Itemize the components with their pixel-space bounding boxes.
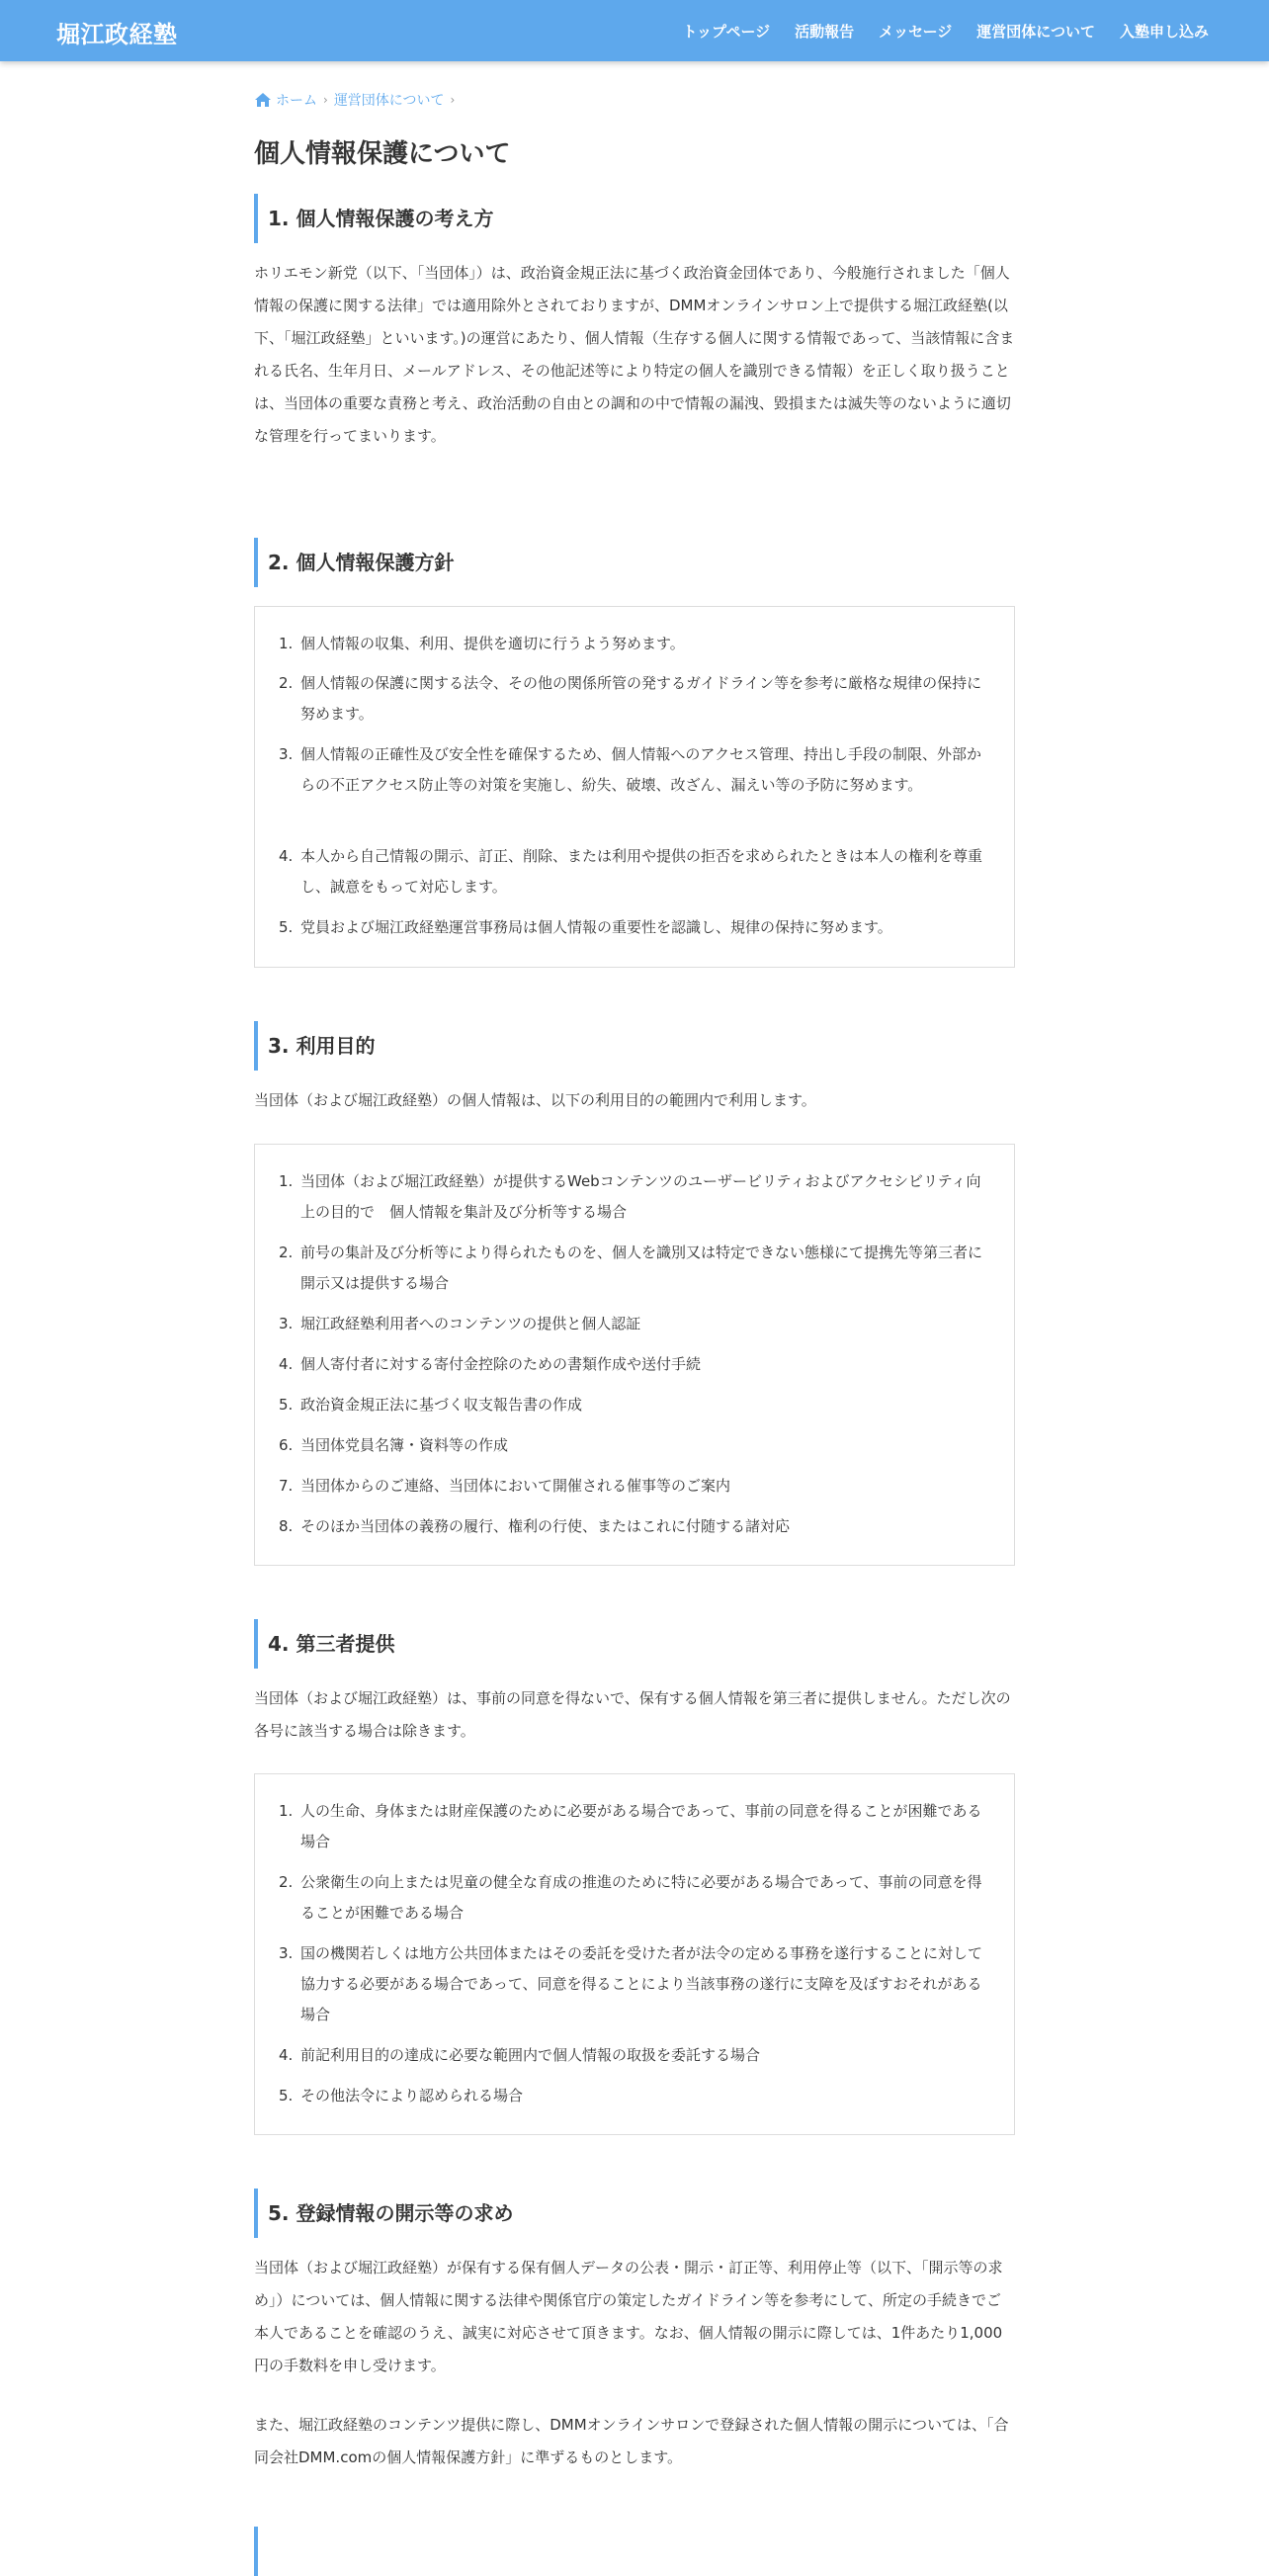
section-1-paragraph: ホリエモン新党（以下、「当団体」）は、政治資金規正法に基づく政治資金団体であり、今般施行されました「個人情報の保護に関する法律」では適用除外とされておりますが、DMMオンラインサロン上で提供する堀江政経塾(以下、「堀江政経塾」といいます。)の運営にあたり、個人情報（生存する個人に関する情報であって、当該情報に含まれる氏名、生年月日、メールアドレス、その他記述等により特定の個人を識別できる情報）を正しく取り扱うことは、当団体の重要な責務と考え、政治活動の自由との調和の中で情報の漏洩、毀損または滅失等のないように適切な管理を行ってまいります。	[254, 264, 1015, 445]
section-heading-4: 4. 第三者提供	[254, 1619, 1015, 1669]
list-item: 1. 当団体（および堀江政経塾）が提供するWebコンテンツのユーザービリティおよびアクセシビリティ向上の目的で 個人情報を集計及び分析等する場合	[279, 1172, 981, 1221]
nav-message[interactable]: メッセージ	[879, 23, 953, 41]
section-heading-2: 2. 個人情報保護方針	[254, 538, 1015, 587]
nav-top[interactable]: トップページ	[682, 23, 771, 41]
policy-list-box	[254, 606, 1015, 968]
list-item: 3. 個人情報の正確性及び安全性を確保するため、個人情報へのアクセス管理、持出し手段の制限、外部からの不正アクセス防止等の対策を実施し、紛失、破壊、改ざん、漏えい等の予防に努めます。	[279, 745, 981, 794]
breadcrumb-current-link[interactable]: 運営団体について	[333, 93, 445, 109]
list-item: 3. 堀江政経塾利用者へのコンテンツの提供と個人認証	[279, 1315, 641, 1332]
list-item: 1. 個人情報の収集、利用、提供を適切に行うよう努めます。	[279, 635, 685, 652]
list-item: 7. 当団体からのご連絡、当団体において開催される催事等のご案内	[279, 1477, 731, 1495]
home-icon	[254, 92, 272, 108]
section-5-paragraph-2: また、堀江政経塾のコンテンツ提供に際し、DMMオンラインサロンで登録された個人情報の開示については、「合同会社DMM.comの個人情報保護方針」に準ずるものとします。	[254, 2416, 1009, 2466]
breadcrumb	[254, 90, 461, 110]
list-item: 5. その他法令により認められる場合	[279, 2087, 524, 2104]
nav-apply[interactable]: 入塾申し込み	[1119, 23, 1209, 41]
section-3-paragraph: 当団体（および堀江政経塾）の個人情報は、以下の利用目的の範囲内で利用します。	[254, 1091, 816, 1109]
nav-about[interactable]: 運営団体について	[976, 23, 1095, 41]
breadcrumb-separator: ›	[450, 93, 456, 107]
list-item: 6. 当団体党員名簿・資料等の作成	[279, 1436, 509, 1454]
section-4-paragraph: 当団体（および堀江政経塾）は、事前の同意を得ないで、保有する個人情報を第三者に提供しません。ただし次の各号に該当する場合は除きます。	[254, 1689, 1011, 1740]
list-item: 2. 公衆衛生の向上または児童の健全な育成の推進のために特に必要がある場合であって、事前の同意を得ることが困難である場合	[279, 1873, 982, 1922]
section-5-paragraph-1: 当団体（および堀江政経塾）が保有する保有個人データの公表・開示・訂正等、利用停止等（以下、「開示等の求め」）については、個人情報に関する法律や関係官庁の策定したガイドライン等を参考にして、所定の手続きでご本人であることを確認のうえ、誠実に対応させて頂きます。なお、個人情報の開示に際しては、1件あたり1,000円の手数料を申し受けます。	[254, 2259, 1003, 2374]
list-item: 4. 個人寄付者に対する寄付金控除のための書類作成や送付手続	[279, 1355, 702, 1373]
third-party-list-box	[254, 1773, 1015, 2135]
section-heading-6-partial	[254, 2527, 1015, 2576]
section-heading-5: 5. 登録情報の開示等の求め	[254, 2189, 1015, 2238]
list-item: 5. 政治資金規正法に基づく収支報告書の作成	[279, 1396, 583, 1414]
list-item: 8. そのほか当団体の義務の履行、権利の行使、またはこれに付随する諸対応	[279, 1517, 791, 1535]
list-item: 4. 前記利用目的の達成に必要な範囲内で個人情報の取扱を委託する場合	[279, 2046, 761, 2064]
list-item: 2. 個人情報の保護に関する法令、その他の関係所管の発するガイドライン等を参考に厳格な規律の保持に努めます。	[279, 674, 982, 723]
list-item: 4. 本人から自己情報の開示、訂正、削除、または利用や提供の拒否を求められたときは本人の権利を尊重し、誠意をもって対応します。	[279, 847, 983, 896]
list-item: 5. 党員および堀江政経塾運営事務局は個人情報の重要性を認識し、規律の保持に努めます。	[279, 918, 892, 936]
nav-activity[interactable]: 活動報告	[795, 23, 855, 41]
list-item: 3. 国の機関若しくは地方公共団体またはその委託を受けた者が法令の定める事務を遂行することに対して協力する必要がある場合であって、同意を得ることにより当該事務の遂行に支障を及ぼすおそれがある場合	[279, 1944, 983, 2023]
main-nav	[658, 21, 1210, 42]
site-logo[interactable]: 堀江政経塾	[56, 21, 178, 48]
breadcrumb-home-link[interactable]: ホーム	[276, 93, 317, 109]
section-heading-3: 3. 利用目的	[254, 1021, 1015, 1071]
site-header	[0, 0, 1269, 61]
page-title: 個人情報保護について	[254, 139, 511, 169]
section-heading-1: 1. 個人情報保護の考え方	[254, 194, 1015, 243]
list-item: 2. 前号の集計及び分析等により得られたものを、個人を識別又は特定できない態様にて提携先等第三者に開示又は提供する場合	[279, 1244, 983, 1292]
breadcrumb-separator: ›	[323, 93, 328, 107]
purpose-list-box	[254, 1144, 1015, 1566]
list-item: 1. 人の生命、身体または財産保護のために必要がある場合であって、事前の同意を得ることが困難である場合	[279, 1802, 982, 1850]
